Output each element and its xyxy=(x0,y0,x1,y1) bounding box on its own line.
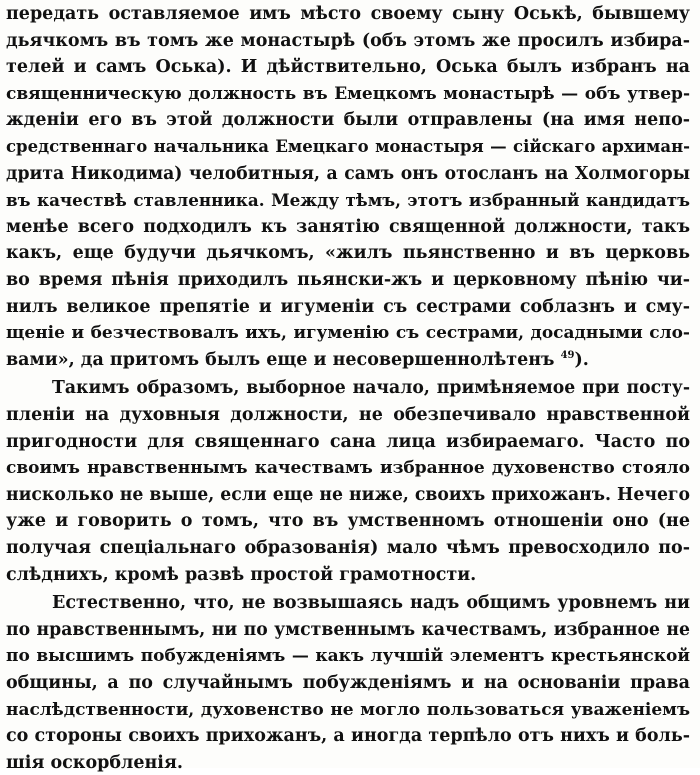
text-line: по высшимъ побужденіямъ — какъ лучшій элементъ крестьянской xyxy=(6,646,690,666)
text-line: менѣе всего подходилъ къ занятію священной должности, такъ xyxy=(6,217,690,237)
text-line: во время пѣнія приходилъ пьянски-жъ и церковному пѣнію чи- xyxy=(6,270,690,290)
text-line: со стороны своихъ прихожанъ, а иногда терпѣло отъ нихъ и боль- xyxy=(6,726,690,746)
text-line: пригодности для священнаго сана лица избираемаго. Часто по xyxy=(6,432,690,452)
text-line: дрита Никодима) челобитныя, а самъ онъ отосланъ на Холмогоры xyxy=(6,164,690,184)
text-line: нисколько не выше, если еще не ниже, своихъ прихожанъ. Нечего xyxy=(6,485,690,505)
text-line: жденіи его въ этой должности были отправлены (на имя непо- xyxy=(6,110,690,130)
text-line: наслѣдственности, духовенство не могло пользоваться уваженіемъ xyxy=(6,700,690,720)
text-line: дьячкомъ въ томъ же монастырѣ (объ этомъ же просилъ избира- xyxy=(6,31,690,51)
text-line-with-footnote xyxy=(6,348,690,372)
text-line: получая спеціальнаго образованія) мало чѣмъ превосходило по- xyxy=(6,538,690,558)
closing-punctuation: ). xyxy=(574,350,589,370)
text-line: уже и говорить о томъ, что въ умственномъ отношеніи оно (не xyxy=(6,511,690,531)
text-line: въ качествѣ ставленника. Между тѣмъ, этотъ избранный кандидатъ xyxy=(6,190,690,210)
text-line: телей и самъ Оська). И дѣйствительно, Оська былъ избранъ на xyxy=(6,57,690,77)
text-line: своимъ нравственнымъ качествамъ избранное духовенство стояло xyxy=(6,458,690,478)
text-line: средственнаго начальника Емецкаго монастыря — сійскаго архиман- xyxy=(6,137,690,156)
text-line: шія оскорбленія. xyxy=(6,753,183,773)
text-line: передать оставляемое имъ мѣсто своему сыну Оськѣ, бывшему xyxy=(6,4,690,24)
text-line: вами», да притомъ былъ еще и несовершеннолѣтенъ xyxy=(6,350,555,370)
footnote-marker: 49 xyxy=(560,350,575,362)
text-line: Такимъ образомъ, выборное начало, примѣняемое при посту- xyxy=(52,378,690,398)
text-line: нилъ великое препятіе и игуменіи съ сестрами соблазнъ и сму- xyxy=(6,297,690,317)
text-line: общины, а по случайнымъ побужденіямъ и на основаніи права xyxy=(6,673,690,693)
text-line: пленіи на духовныя должности, не обезпечивало нравственной xyxy=(6,405,690,425)
text-line: священническую должность въ Емецкомъ монастырѣ — объ утвер- xyxy=(6,84,690,104)
text-line: Естественно, что, не возвышаясь надъ общимъ уровнемъ ни xyxy=(52,593,690,613)
text-line: слѣднихъ, кромѣ развѣ простой грамотности. xyxy=(6,565,477,585)
text-line: по нравственнымъ, ни по умственнымъ качествамъ, избранное не xyxy=(6,620,690,640)
text-line: какъ, еще будучи дьячкомъ, «жилъ пьянственно и въ церковь xyxy=(6,243,690,263)
text-line: щеніе и безчествовалъ ихъ, игуменію съ сестрами, досадными сло- xyxy=(6,323,690,343)
